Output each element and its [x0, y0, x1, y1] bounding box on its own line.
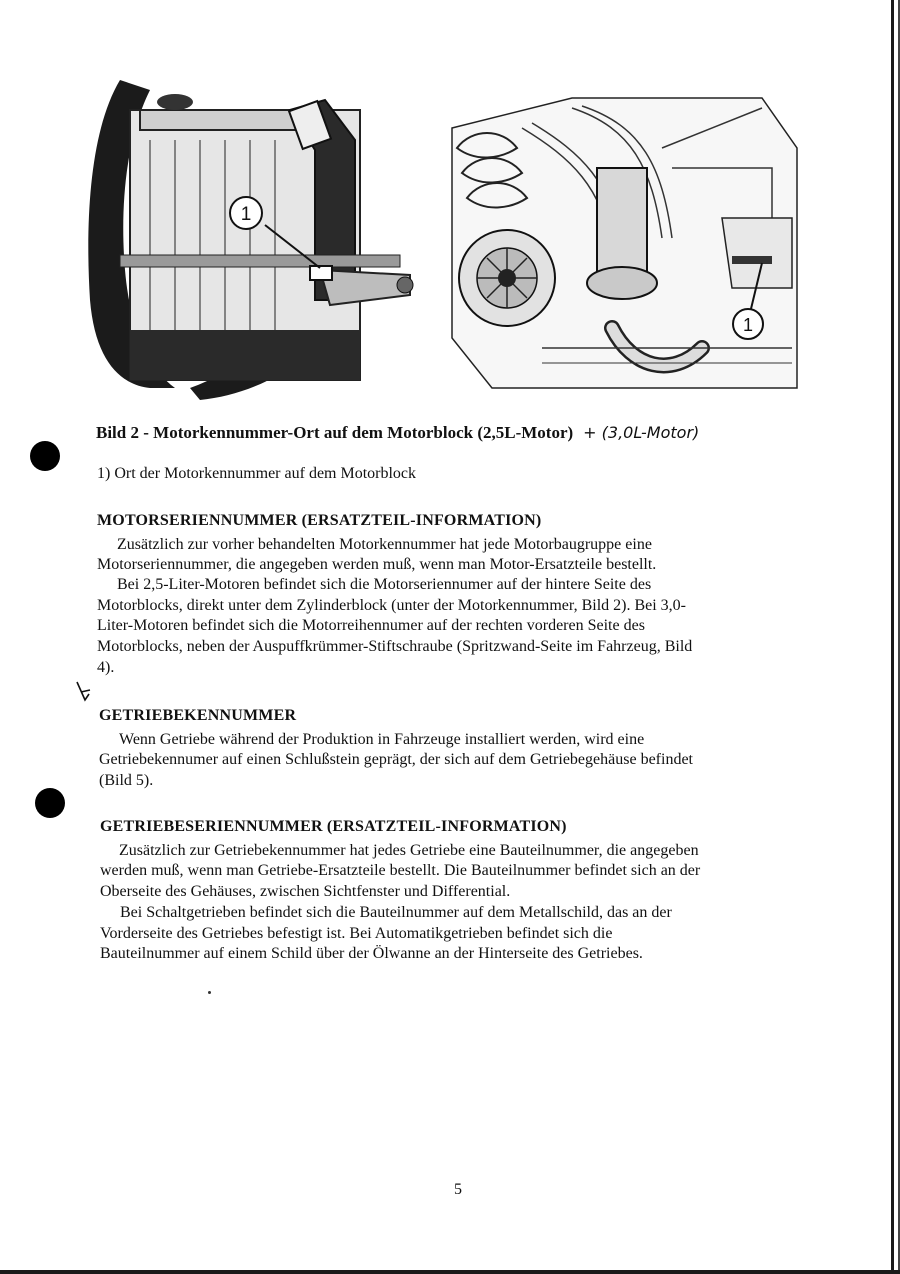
- section-heading: GETRIEBESERIENNUMMER (ERSATZTEIL-INFORMATION): [100, 818, 567, 835]
- paragraph-line: Zusätzlich zur Getriebekennummer hat jedes Getriebe eine Bauteilnummer, die angegeben: [119, 842, 699, 859]
- engine-illustration-left: [80, 70, 420, 400]
- paragraph-line: Bei 2,5-Liter-Motoren befindet sich die Motorseriennumer auf der hintere Seite des: [117, 576, 652, 593]
- speck: [208, 991, 211, 994]
- paragraph-line: Getriebekennumer auf einen Schlußstein geprägt, der sich auf dem Getriebegehäuse befindet: [99, 751, 693, 768]
- page-number: 5: [454, 1181, 462, 1198]
- figure-caption-row: [96, 423, 699, 443]
- scan-edge-bottom: [0, 1270, 900, 1274]
- callout-number: 1: [742, 315, 754, 335]
- punch-hole: [35, 788, 65, 818]
- section-heading: MOTORSERIENNUMMER (ERSATZTEIL-INFORMATION): [97, 512, 542, 529]
- paragraph-line: 4).: [97, 659, 115, 676]
- paragraph-line: Motorblocks, neben der Auspuffkrümmer-Stiftschraube (Spritzwand-Seite im Fahrzeug, Bild: [97, 638, 693, 655]
- paragraph-line: Bauteilnummer auf einem Schild über der Ölwanne an der Hinterseite des Getriebes.: [100, 945, 643, 962]
- callout-number: 1: [240, 204, 252, 225]
- paragraph-line: Vorderseite des Getriebes befestigt ist. Bei Automatikgetrieben befindet sich die: [100, 925, 613, 942]
- paragraph-line: Motorseriennummer, die angegeben werden muß, wenn man Motor-Ersatzteile bestellt.: [97, 556, 657, 573]
- engine-illustration-right: [432, 88, 802, 400]
- handwritten-mark: [74, 680, 96, 706]
- paragraph-line: (Bild 5).: [99, 772, 154, 789]
- paragraph-line: werden muß, wenn man Getriebe-Ersatzteile bestellt. Die Bauteilnummer befindet sich an der: [100, 862, 701, 879]
- section-heading: GETRIEBEKENNUMMER: [99, 707, 297, 724]
- paragraph-line: Wenn Getriebe während der Produktion in Fahrzeuge installiert werden, wird eine: [119, 731, 645, 748]
- paragraph-line: Bei Schaltgetrieben befindet sich die Bauteilnummer auf dem Metallschild, das an der: [120, 904, 672, 921]
- punch-hole: [30, 441, 60, 471]
- legend-item: 1) Ort der Motorkennummer auf dem Motorblock: [97, 465, 417, 482]
- paragraph-line: Zusätzlich zur vorher behandelten Motorkennummer hat jede Motorbaugruppe eine: [117, 536, 652, 553]
- paragraph-line: Liter-Motoren befindet sich die Motorreihennumer auf der rechten vorderen Seite des: [97, 617, 645, 634]
- paragraph-line: Motorblocks, direkt unter dem Zylinderblock (unter der Motorkennummer, Bild 2). Bei 3,0-: [97, 597, 687, 614]
- paragraph-line: Oberseite des Gehäuses, zwischen Sichtfenster und Differential.: [100, 883, 511, 900]
- handwritten-note: + (3,0L-Motor): [583, 423, 700, 442]
- scan-edge: [891, 0, 894, 1274]
- figure-caption: Bild 2 - Motorkennummer-Ort auf dem Motorblock (2,5L-Motor): [96, 423, 574, 442]
